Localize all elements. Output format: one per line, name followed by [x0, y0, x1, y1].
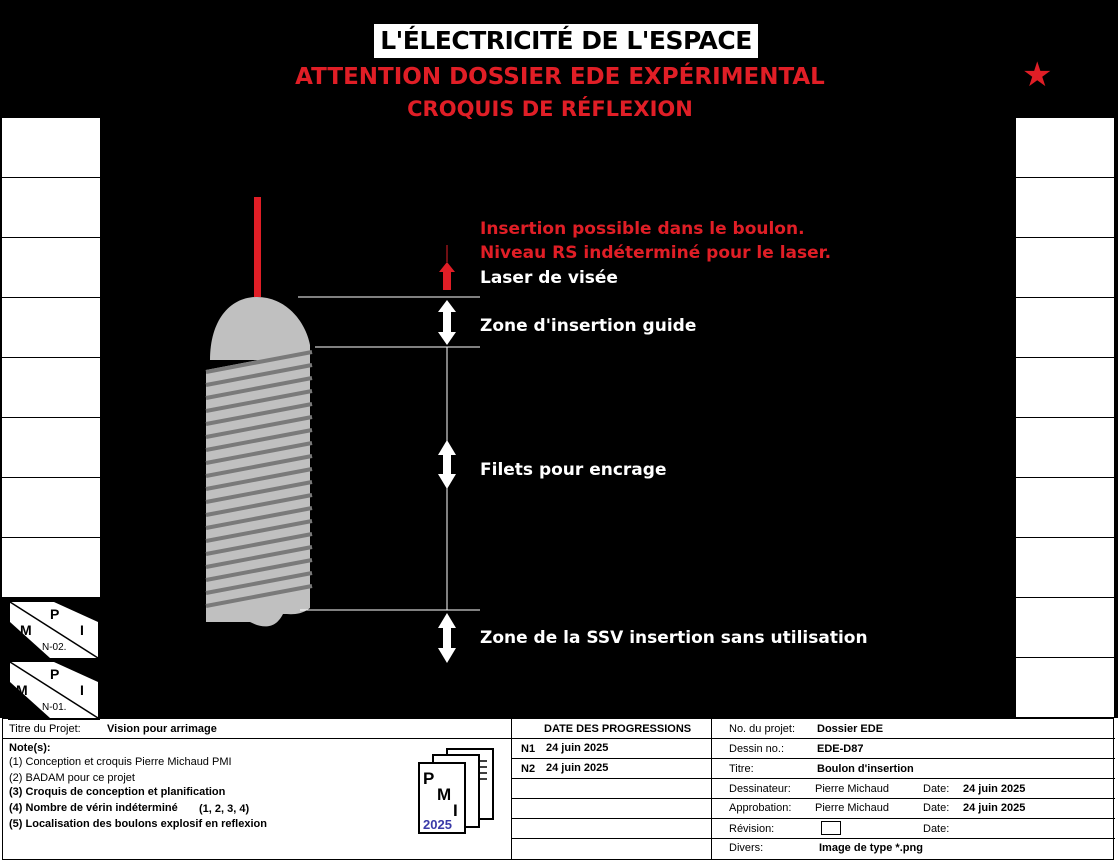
pmi-logo: [417, 745, 497, 835]
label-guide-zone: Zone d'insertion guide: [480, 316, 697, 336]
note-4-values: (1, 2, 3, 4): [199, 803, 250, 815]
red-up-arrow-icon: [439, 262, 455, 290]
note-3: (3) Croquis de conception et planification: [9, 786, 226, 798]
note-2: (2) BADAM pour ce projet: [9, 772, 135, 784]
project-no-value: Dossier EDE: [817, 723, 884, 735]
badge-letter-p: P: [50, 666, 60, 682]
progress-date-n2: 24 juin 2025: [546, 762, 609, 774]
approval-date-value: 24 juin 2025: [963, 802, 1026, 814]
progress-id-n2: N2: [521, 763, 536, 775]
pmi-badge-n01: [8, 660, 100, 720]
logo-letter-p: P: [423, 769, 435, 788]
project-title-label: Titre du Projet:: [9, 723, 81, 735]
drawing-no-label: Dessin no.:: [729, 743, 785, 755]
misc-value: Image de type *.png: [819, 842, 923, 854]
titre-value: Boulon d'insertion: [817, 763, 914, 775]
designer-label: Dessinateur:: [729, 783, 791, 795]
progress-date-n1: 24 juin 2025: [546, 742, 609, 754]
subtitle-sketch: CROQUIS DE RÉFLEXION: [407, 97, 693, 121]
notes-label: Note(s):: [9, 742, 51, 754]
designer-date-label: Date:: [923, 783, 950, 795]
designer-date-value: 24 juin 2025: [963, 783, 1026, 795]
note-1: (1) Conception et croquis Pierre Michaud PMI: [9, 756, 232, 768]
approval-label: Approbation:: [729, 802, 792, 814]
logo-letter-i: I: [453, 801, 458, 820]
label-ssv-zone: Zone de la SSV insertion sans utilisation: [480, 628, 868, 648]
double-arrow-icon-ssv: [438, 613, 456, 663]
revision-label: Révision:: [729, 823, 775, 835]
label-threads: Filets pour encrage: [480, 460, 667, 480]
misc-label: Divers:: [729, 842, 764, 854]
laser-beam: [254, 197, 261, 297]
badge-letter-m: M: [20, 622, 32, 638]
approval-value: Pierre Michaud: [815, 802, 889, 814]
project-title-value: Vision pour arrimage: [107, 723, 217, 735]
progress-header: DATE DES PROGRESSIONS: [544, 723, 692, 735]
label-laser: Laser de visée: [480, 268, 618, 288]
drawing-no-value: EDE-D87: [817, 743, 864, 755]
revision-date-label: Date:: [923, 823, 950, 835]
double-arrow-icon-guide: [438, 300, 456, 345]
note-4: (4) Nombre de vérin indéterminé: [9, 802, 178, 814]
logo-year: 2025: [423, 817, 452, 832]
subtitle-experimental: ATTENTION DOSSIER EDE EXPÉRIMENTAL: [295, 64, 825, 90]
title-block: [2, 718, 1114, 860]
pmi-badge-n02: [8, 600, 100, 660]
revision-checkbox[interactable]: [821, 821, 841, 835]
approval-date-label: Date:: [923, 802, 950, 814]
bolt-tip: [210, 297, 310, 360]
designer-value: Pierre Michaud: [815, 783, 889, 795]
badge-code: N-01.: [42, 702, 67, 713]
page-title: L'ÉLECTRICITÉ DE L'ESPACE: [374, 24, 758, 58]
note-5: (5) Localisation des boulons explosif en reflexion: [9, 818, 267, 830]
note-insertion: Insertion possible dans le boulon.: [480, 219, 805, 239]
progress-id-n1: N1: [521, 743, 536, 755]
badge-letter-i: I: [80, 622, 84, 638]
project-no-label: No. du projet:: [729, 723, 796, 735]
logo-letter-m: M: [437, 785, 452, 804]
star-icon: ★: [1022, 56, 1053, 94]
titre-label: Titre:: [729, 763, 754, 775]
badge-letter-i: I: [80, 682, 84, 698]
badge-letter-m: M: [16, 682, 28, 698]
double-arrow-icon-threads: [438, 440, 456, 489]
note-laser-level: Niveau RS indéterminé pour le laser.: [480, 243, 832, 263]
badge-letter-p: P: [50, 606, 60, 622]
badge-code: N-02.: [42, 642, 67, 653]
